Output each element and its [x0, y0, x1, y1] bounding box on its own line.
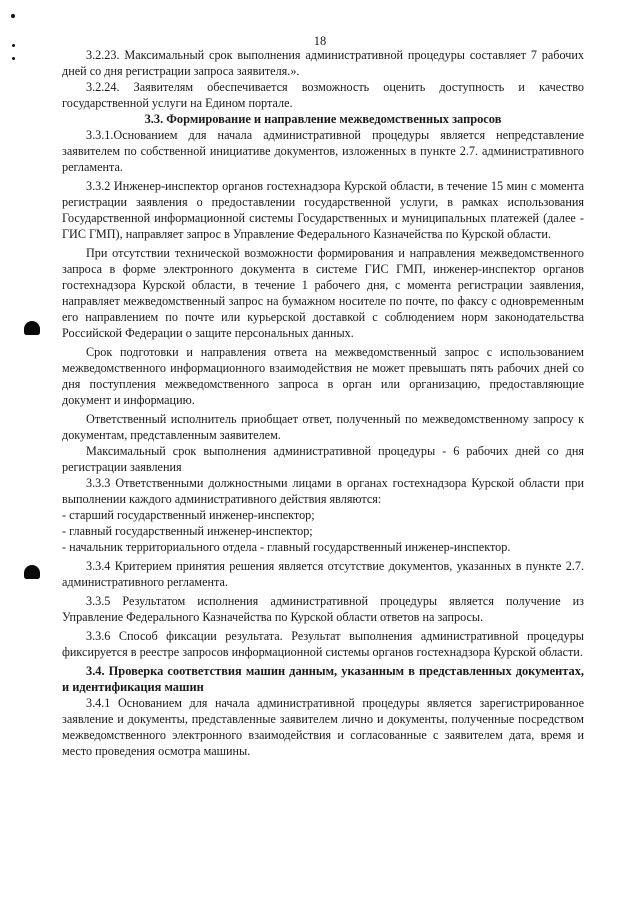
- scan-speck: [12, 57, 15, 60]
- paragraph-no-technical-possibility: При отсутствии технической возможности формирования и направления межведомственного запроса в форме электронного документа в системе ГИС ГМП, инженер-инспектор органов гостехнадзора Курской области, в течение 1 рабочего дня, с момента регистрации заявления, направляет межведомственный запрос на бумажном носителе по почте, по факсу с одновременным его направлением по почте или курьерской доставкой с соблюдением норм законодательства Российской Федерации о защите персональных данных.: [62, 246, 584, 340]
- list-item: - старший государственный инженер-инспектор;: [62, 508, 315, 522]
- list-item: - начальник территориального отдела - главный государственный инженер-инспектор.: [62, 540, 511, 554]
- paragraph-response-deadline: Срок подготовки и направления ответа на межведомственный запрос с использованием межведомственного информационного взаимодействия не может превышать пять рабочих дней со дня поступления межведомственного запроса в орган или организацию, предоставляющие документ и информацию.: [62, 345, 584, 407]
- document-body: [62, 47, 584, 759]
- paragraph-responsible-executor: Ответственный исполнитель приобщает ответ, полученный по межведомственному запросу к документам, представленным заявителем.: [62, 412, 584, 442]
- section-heading-3-4: 3.4. Проверка соответствия машин данным, указанным в представленных документах, и идентификация машин: [62, 664, 584, 694]
- paragraph-3-4-1: 3.4.1 Основанием для начала административной процедуры является зарегистрированное заявление и документы, представленные заявителем лично и документы, полученные посредством межведомственного электронного взаимодействия и согласованные с заявителем дата, время и место проведения осмотра машины.: [62, 696, 584, 758]
- punch-hole-mark: [24, 565, 40, 579]
- page-number: 18: [313, 34, 327, 48]
- paragraph-3-3-4: 3.3.4 Критерием принятия решения является отсутствие документов, указанных в пункте 2.7. административного регламента.: [62, 559, 584, 589]
- paragraph-3-3-3: 3.3.3 Ответственными должностными лицами в органах гостехнадзора Курской области при выполнении каждого административного действия являются:: [62, 476, 584, 506]
- paragraph-3-3-6: 3.3.6 Способ фиксации результата. Результат выполнения административной процедуры фиксируется в реестре запросов информационной системы органов гостехнадзора Курской области.: [62, 629, 584, 659]
- paragraph-3-3-1: 3.3.1.Основанием для начала административной процедуры является непредставление заявителем по собственной инициативе документов, изложенных в пункте 2.7. административного регламента.: [62, 128, 584, 174]
- paragraph-3-2-23: 3.2.23. Максимальный срок выполнения административной процедуры составляет 7 рабочих дней со дня регистрации запроса заявителя.».: [62, 48, 584, 78]
- punch-hole-mark: [24, 321, 40, 335]
- paragraph-3-3-5: 3.3.5 Результатом исполнения административной процедуры является получение из Управление Федерального Казначейства по Курской области ответов на запросы.: [62, 594, 584, 624]
- paragraph-max-duration: Максимальный срок выполнения административной процедуры - 6 рабочих дней со дня регистрации заявления: [62, 444, 584, 474]
- scan-speck: [11, 14, 15, 18]
- section-heading-3-3: 3.3. Формирование и направление межведомственных запросов: [144, 112, 502, 126]
- paragraph-3-3-2: 3.3.2 Инженер-инспектор органов гостехнадзора Курской области, в течение 15 мин с момента регистрации заявления о предоставлении государственной услуги, в рамках использования Государственной информационной системы Государственных и муниципальных платежей (далее - ГИС ГМП), направляет запрос в Управление Федерального Казначейства по Курской области.: [62, 179, 584, 241]
- paragraph-3-2-24: 3.2.24. Заявителям обеспечивается возможность оценить доступность и качество государственной услуги на Едином портале.: [62, 80, 584, 110]
- list-item: - главный государственный инженер-инспектор;: [62, 524, 313, 538]
